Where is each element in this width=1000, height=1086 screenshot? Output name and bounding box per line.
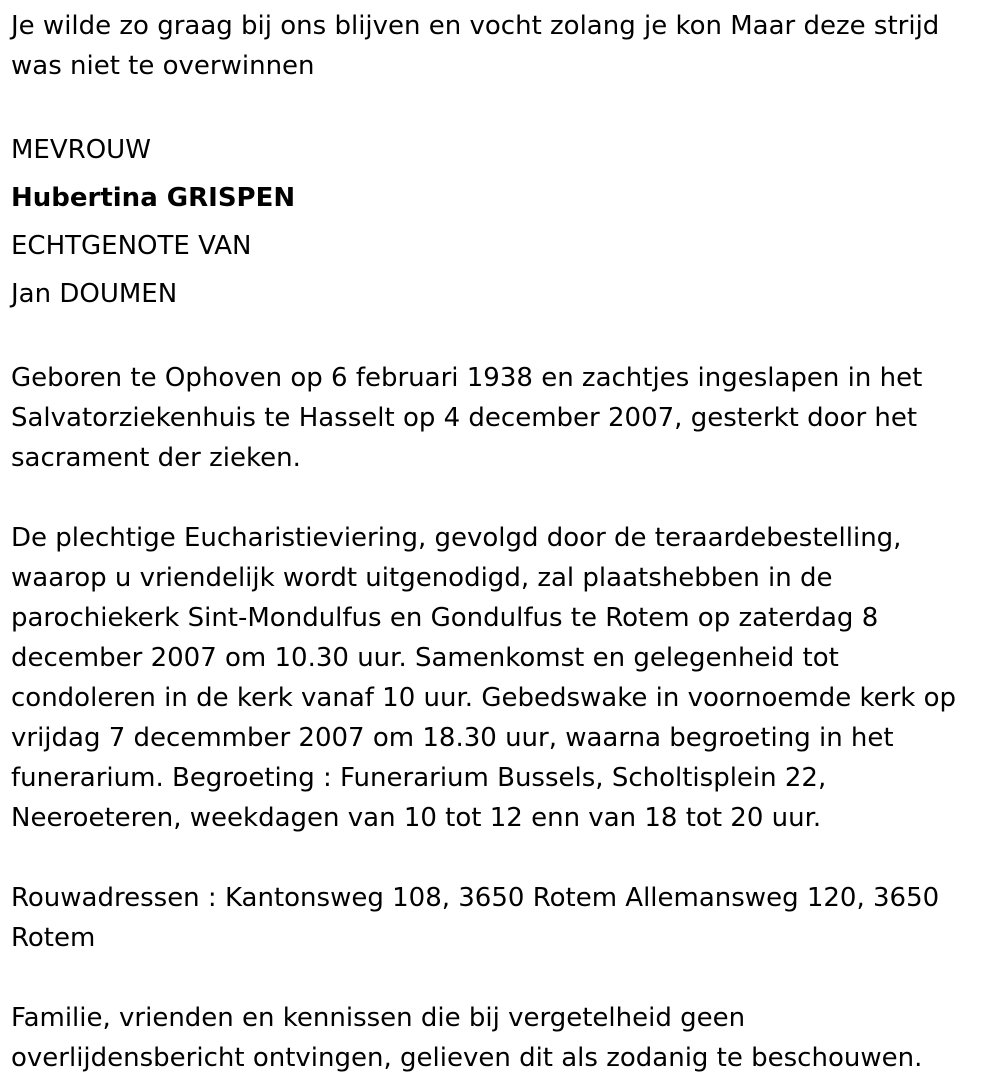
spacer — [11, 838, 975, 878]
spacer — [11, 86, 975, 126]
ceremony-paragraph: De plechtige Eucharistieviering, gevolgd door de teraardebestelling, waarop u vriendelijk wordt uitgenodigd, zal plaatshebben in de parochiekerk Sint-Mondulfus en Gondulfus te Rotem op zaterdag 8 december 2007 om 10.30 uur. Samenkomst en gelegenheid tot condoleren in de kerk vanaf 10 uur. Gebedswake in voornoemde kerk op vrijdag 7 decemmber 2007 om 18.30 uur, waarna begroeting in het funerarium. Begroeting : Funerarium Bussels, Scholtisplein 22, Neeroeteren, weekdagen van 10 tot 12 enn van 18 tot 20 uur. — [11, 523, 957, 833]
closing-paragraph: Familie, vrienden en kennissen die bij vergetelheid geen overlijdensbericht ontvingen, gelieven dit als zodanig te beschouwen. — [11, 1003, 923, 1073]
epitaph-text: Je wilde zo graag bij ons blijven en vocht zolang je kon Maar deze strijd was niet te overwinnen — [11, 11, 940, 81]
spacer — [11, 318, 975, 358]
deceased-block — [11, 126, 975, 318]
relation-label: ECHTGENOTE VAN — [11, 231, 252, 261]
spouse-name: Jan DOUMEN — [11, 279, 178, 309]
spacer — [11, 958, 975, 998]
spacer — [11, 478, 975, 518]
birth-death-paragraph: Geboren te Ophoven op 6 februari 1938 en zachtjes ingeslapen in het Salvatorziekenhuis te Hasselt op 4 december 2007, gesterkt door het sacrament der zieken. — [11, 363, 923, 473]
deceased-name: Hubertina GRISPEN — [11, 183, 296, 213]
mourning-addresses: Rouwadressen : Kantonsweg 108, 3650 Rotem Allemansweg 120, 3650 Rotem — [11, 883, 940, 953]
salutation: MEVROUW — [11, 135, 151, 165]
